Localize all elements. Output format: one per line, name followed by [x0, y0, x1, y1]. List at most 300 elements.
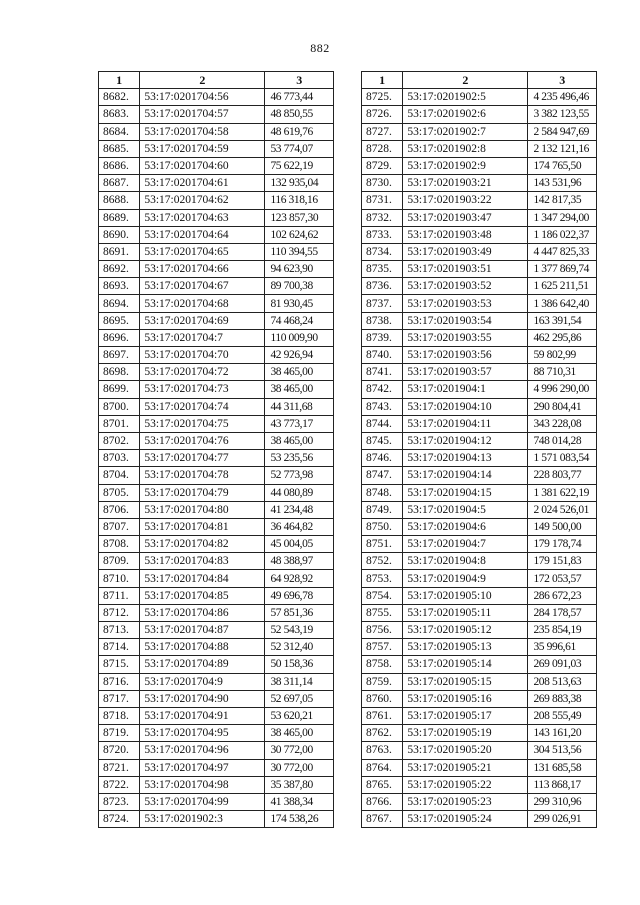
table-row	[362, 278, 597, 295]
cadastral-value: 44 080,89	[265, 484, 334, 501]
table-row	[362, 707, 597, 724]
row-number: 8712.	[99, 604, 140, 621]
table-row	[99, 518, 334, 535]
table-row	[362, 295, 597, 312]
table-row	[362, 570, 597, 587]
row-number: 8738.	[362, 312, 403, 329]
table-row	[99, 484, 334, 501]
cadastral-number: 53:17:0201902:9	[403, 157, 528, 174]
cadastral-value: 143 531,96	[528, 175, 597, 192]
cadastral-value: 74 468,24	[265, 312, 334, 329]
row-number: 8729.	[362, 157, 403, 174]
cadastral-number: 53:17:0201903:56	[403, 347, 528, 364]
row-number: 8752.	[362, 553, 403, 570]
row-number: 8745.	[362, 432, 403, 449]
row-number: 8716.	[99, 673, 140, 690]
cadastral-value: 143 161,20	[528, 725, 597, 742]
column-header-value: 3	[528, 72, 597, 89]
row-number: 8747.	[362, 467, 403, 484]
cadastral-number: 53:17:0201902:3	[140, 811, 265, 828]
row-number: 8750.	[362, 518, 403, 535]
cadastral-number: 53:17:0201904:12	[403, 432, 528, 449]
cadastral-value: 94 623,90	[265, 261, 334, 278]
table-row	[99, 415, 334, 432]
row-number: 8721.	[99, 759, 140, 776]
row-number: 8742.	[362, 381, 403, 398]
cadastral-value: 1 381 622,19	[528, 484, 597, 501]
cadastral-value: 35 387,80	[265, 776, 334, 793]
row-number: 8723.	[99, 793, 140, 810]
row-number: 8755.	[362, 604, 403, 621]
cadastral-number: 53:17:0201704:87	[140, 622, 265, 639]
cadastral-number: 53:17:0201903:52	[403, 278, 528, 295]
cadastral-value: 75 622,19	[265, 157, 334, 174]
cadastral-value: 174 765,50	[528, 157, 597, 174]
cadastral-value: 52 543,19	[265, 622, 334, 639]
row-number: 8710.	[99, 570, 140, 587]
cadastral-number: 53:17:0201704:95	[140, 725, 265, 742]
cadastral-value: 149 500,00	[528, 518, 597, 535]
row-number: 8689.	[99, 209, 140, 226]
cadastral-number: 53:17:0201903:49	[403, 243, 528, 260]
cadastral-value: 290 804,41	[528, 398, 597, 415]
table-row	[362, 312, 597, 329]
row-number: 8699.	[99, 381, 140, 398]
row-number: 8698.	[99, 364, 140, 381]
table-row	[362, 776, 597, 793]
cadastral-number: 53:17:0201704:63	[140, 209, 265, 226]
row-number: 8685.	[99, 140, 140, 157]
table-row	[99, 811, 334, 828]
row-number: 8736.	[362, 278, 403, 295]
cadastral-number: 53:17:0201704:96	[140, 742, 265, 759]
cadastral-value: 179 178,74	[528, 536, 597, 553]
row-number: 8727.	[362, 123, 403, 140]
cadastral-value: 1 625 211,51	[528, 278, 597, 295]
cadastral-number: 53:17:0201704:81	[140, 518, 265, 535]
cadastral-number: 53:17:0201904:6	[403, 518, 528, 535]
cadastral-value: 43 773,17	[265, 415, 334, 432]
row-number: 8733.	[362, 226, 403, 243]
row-number: 8757.	[362, 639, 403, 656]
row-number: 8726.	[362, 106, 403, 123]
row-number: 8756.	[362, 622, 403, 639]
cadastral-number: 53:17:0201905:15	[403, 673, 528, 690]
cadastral-table-right	[361, 71, 597, 828]
row-number: 8686.	[99, 157, 140, 174]
cadastral-number: 53:17:0201902:6	[403, 106, 528, 123]
cadastral-number: 53:17:0201704:76	[140, 432, 265, 449]
table-row	[99, 295, 334, 312]
row-number: 8728.	[362, 140, 403, 157]
row-number: 8744.	[362, 415, 403, 432]
table-row	[362, 209, 597, 226]
cadastral-number: 53:17:0201902:8	[403, 140, 528, 157]
cadastral-value: 2 132 121,16	[528, 140, 597, 157]
cadastral-value: 304 513,56	[528, 742, 597, 759]
cadastral-value: 52 697,05	[265, 690, 334, 707]
table-row	[99, 364, 334, 381]
table-row	[99, 226, 334, 243]
row-number: 8725.	[362, 89, 403, 106]
row-number: 8704.	[99, 467, 140, 484]
cadastral-number: 53:17:0201704:69	[140, 312, 265, 329]
cadastral-number: 53:17:0201704:56	[140, 89, 265, 106]
row-number: 8702.	[99, 432, 140, 449]
cadastral-value: 123 857,30	[265, 209, 334, 226]
row-number: 8691.	[99, 243, 140, 260]
row-number: 8754.	[362, 587, 403, 604]
row-number: 8682.	[99, 89, 140, 106]
cadastral-number: 53:17:0201704:77	[140, 450, 265, 467]
cadastral-number: 53:17:0201704:82	[140, 536, 265, 553]
cadastral-number: 53:17:0201704:57	[140, 106, 265, 123]
cadastral-value: 179 151,83	[528, 553, 597, 570]
table-row	[362, 450, 597, 467]
row-number: 8696.	[99, 329, 140, 346]
cadastral-number: 53:17:0201905:17	[403, 707, 528, 724]
cadastral-value: 462 295,86	[528, 329, 597, 346]
cadastral-value: 41 234,48	[265, 501, 334, 518]
table-row	[99, 157, 334, 174]
cadastral-value: 1 386 642,40	[528, 295, 597, 312]
cadastral-value: 42 926,94	[265, 347, 334, 364]
row-number: 8743.	[362, 398, 403, 415]
table-row	[362, 347, 597, 364]
table-row	[99, 450, 334, 467]
cadastral-value: 48 850,55	[265, 106, 334, 123]
cadastral-number: 53:17:0201704:97	[140, 759, 265, 776]
column-header-value: 3	[265, 72, 334, 89]
table-row	[362, 518, 597, 535]
cadastral-number: 53:17:0201704:64	[140, 226, 265, 243]
cadastral-value: 269 091,03	[528, 656, 597, 673]
cadastral-value: 36 464,82	[265, 518, 334, 535]
table-row	[99, 536, 334, 553]
table-row	[362, 381, 597, 398]
cadastral-number: 53:17:0201704:58	[140, 123, 265, 140]
cadastral-number: 53:17:0201903:48	[403, 226, 528, 243]
table-row	[99, 690, 334, 707]
cadastral-number: 53:17:0201903:53	[403, 295, 528, 312]
column-header-number: 1	[362, 72, 403, 89]
cadastral-value: 53 620,21	[265, 707, 334, 724]
row-number: 8767.	[362, 811, 403, 828]
cadastral-number: 53:17:0201704:80	[140, 501, 265, 518]
table-row	[99, 707, 334, 724]
row-number: 8751.	[362, 536, 403, 553]
cadastral-number: 53:17:0201704:67	[140, 278, 265, 295]
cadastral-value: 208 555,49	[528, 707, 597, 724]
cadastral-number: 53:17:0201903:51	[403, 261, 528, 278]
table-row	[99, 192, 334, 209]
cadastral-number: 53:17:0201704:68	[140, 295, 265, 312]
cadastral-number: 53:17:0201704:61	[140, 175, 265, 192]
table-row	[99, 759, 334, 776]
table-row	[99, 175, 334, 192]
cadastral-value: 45 004,05	[265, 536, 334, 553]
cadastral-value: 2 584 947,69	[528, 123, 597, 140]
cadastral-number: 53:17:0201905:22	[403, 776, 528, 793]
cadastral-number: 53:17:0201905:24	[403, 811, 528, 828]
row-number: 8735.	[362, 261, 403, 278]
table-row	[99, 725, 334, 742]
table-row	[99, 776, 334, 793]
table-row	[99, 673, 334, 690]
row-number: 8740.	[362, 347, 403, 364]
cadastral-number: 53:17:0201903:57	[403, 364, 528, 381]
table-row	[99, 347, 334, 364]
row-number: 8683.	[99, 106, 140, 123]
row-number: 8717.	[99, 690, 140, 707]
table-row	[362, 604, 597, 621]
row-number: 8766.	[362, 793, 403, 810]
table-row	[99, 312, 334, 329]
table-row	[362, 89, 597, 106]
table-row	[362, 690, 597, 707]
row-number: 8719.	[99, 725, 140, 742]
cadastral-value: 748 014,28	[528, 432, 597, 449]
cadastral-number: 53:17:0201704:85	[140, 587, 265, 604]
cadastral-value: 131 685,58	[528, 759, 597, 776]
cadastral-value: 81 930,45	[265, 295, 334, 312]
row-number: 8714.	[99, 639, 140, 656]
cadastral-value: 102 624,62	[265, 226, 334, 243]
cadastral-value: 110 009,90	[265, 329, 334, 346]
cadastral-number: 53:17:0201903:55	[403, 329, 528, 346]
cadastral-number: 53:17:0201704:75	[140, 415, 265, 432]
cadastral-number: 53:17:0201904:14	[403, 467, 528, 484]
cadastral-value: 30 772,00	[265, 759, 334, 776]
cadastral-number: 53:17:0201904:15	[403, 484, 528, 501]
table-row	[99, 501, 334, 518]
table-row	[99, 398, 334, 415]
cadastral-number: 53:17:0201704:74	[140, 398, 265, 415]
cadastral-value: 38 465,00	[265, 381, 334, 398]
cadastral-value: 53 235,56	[265, 450, 334, 467]
table-row	[362, 467, 597, 484]
row-number: 8713.	[99, 622, 140, 639]
cadastral-value: 57 851,36	[265, 604, 334, 621]
row-number: 8764.	[362, 759, 403, 776]
row-number: 8715.	[99, 656, 140, 673]
row-number: 8690.	[99, 226, 140, 243]
row-number: 8695.	[99, 312, 140, 329]
cadastral-value: 269 883,38	[528, 690, 597, 707]
cadastral-number: 53:17:0201905:12	[403, 622, 528, 639]
table-header-row	[99, 72, 334, 89]
cadastral-number: 53:17:0201704:99	[140, 793, 265, 810]
row-number: 8753.	[362, 570, 403, 587]
cadastral-value: 172 053,57	[528, 570, 597, 587]
cadastral-number: 53:17:0201903:47	[403, 209, 528, 226]
cadastral-number: 53:17:0201903:54	[403, 312, 528, 329]
cadastral-number: 53:17:0201704:66	[140, 261, 265, 278]
row-number: 8707.	[99, 518, 140, 535]
row-number: 8709.	[99, 553, 140, 570]
row-number: 8732.	[362, 209, 403, 226]
cadastral-number: 53:17:0201905:20	[403, 742, 528, 759]
table-row	[99, 243, 334, 260]
table-row	[99, 381, 334, 398]
cadastral-value: 38 311,14	[265, 673, 334, 690]
row-number: 8705.	[99, 484, 140, 501]
cadastral-number: 53:17:0201905:14	[403, 656, 528, 673]
row-number: 8765.	[362, 776, 403, 793]
cadastral-number: 53:17:0201704:70	[140, 347, 265, 364]
table-row	[362, 157, 597, 174]
cadastral-value: 48 388,97	[265, 553, 334, 570]
cadastral-value: 110 394,55	[265, 243, 334, 260]
cadastral-number: 53:17:0201704:78	[140, 467, 265, 484]
table-row	[362, 175, 597, 192]
row-number: 8694.	[99, 295, 140, 312]
cadastral-value: 41 388,34	[265, 793, 334, 810]
cadastral-number: 53:17:0201704:91	[140, 707, 265, 724]
cadastral-number: 53:17:0201704:7	[140, 329, 265, 346]
cadastral-value: 299 026,91	[528, 811, 597, 828]
cadastral-value: 132 935,04	[265, 175, 334, 192]
cadastral-value: 174 538,26	[265, 811, 334, 828]
table-row	[362, 725, 597, 742]
table-row	[362, 398, 597, 415]
cadastral-value: 64 928,92	[265, 570, 334, 587]
row-number: 8703.	[99, 450, 140, 467]
cadastral-number: 53:17:0201905:21	[403, 759, 528, 776]
cadastral-value: 163 391,54	[528, 312, 597, 329]
cadastral-value: 50 158,36	[265, 656, 334, 673]
row-number: 8687.	[99, 175, 140, 192]
row-number: 8749.	[362, 501, 403, 518]
table-row	[99, 587, 334, 604]
page-number: 882	[310, 41, 330, 55]
cadastral-number: 53:17:0201905:16	[403, 690, 528, 707]
table-row	[362, 123, 597, 140]
table-row	[362, 656, 597, 673]
table-header-row	[362, 72, 597, 89]
table-row	[99, 432, 334, 449]
row-number: 8700.	[99, 398, 140, 415]
table-row	[99, 793, 334, 810]
cadastral-value: 2 024 526,01	[528, 501, 597, 518]
cadastral-number: 53:17:0201904:1	[403, 381, 528, 398]
cadastral-value: 1 377 869,74	[528, 261, 597, 278]
cadastral-value: 59 802,99	[528, 347, 597, 364]
table-row	[362, 501, 597, 518]
cadastral-number: 53:17:0201704:65	[140, 243, 265, 260]
row-number: 8758.	[362, 656, 403, 673]
cadastral-value: 53 774,07	[265, 140, 334, 157]
cadastral-value: 343 228,08	[528, 415, 597, 432]
cadastral-value: 286 672,23	[528, 587, 597, 604]
cadastral-number: 53:17:0201905:11	[403, 604, 528, 621]
row-number: 8737.	[362, 295, 403, 312]
cadastral-number: 53:17:0201905:10	[403, 587, 528, 604]
table-row	[362, 811, 597, 828]
cadastral-number: 53:17:0201704:72	[140, 364, 265, 381]
row-number: 8759.	[362, 673, 403, 690]
cadastral-number: 53:17:0201704:9	[140, 673, 265, 690]
row-number: 8701.	[99, 415, 140, 432]
cadastral-value: 30 772,00	[265, 742, 334, 759]
cadastral-number: 53:17:0201905:23	[403, 793, 528, 810]
row-number: 8739.	[362, 329, 403, 346]
table-row	[99, 604, 334, 621]
row-number: 8697.	[99, 347, 140, 364]
cadastral-value: 89 700,38	[265, 278, 334, 295]
cadastral-value: 52 773,98	[265, 467, 334, 484]
cadastral-number: 53:17:0201704:90	[140, 690, 265, 707]
cadastral-value: 46 773,44	[265, 89, 334, 106]
table-row	[362, 140, 597, 157]
cadastral-number: 53:17:0201903:21	[403, 175, 528, 192]
cadastral-value: 235 854,19	[528, 622, 597, 639]
table-row	[362, 536, 597, 553]
table-row	[99, 329, 334, 346]
table-row	[362, 793, 597, 810]
row-number: 8761.	[362, 707, 403, 724]
cadastral-number: 53:17:0201904:11	[403, 415, 528, 432]
cadastral-value: 38 465,00	[265, 364, 334, 381]
row-number: 8708.	[99, 536, 140, 553]
column-header-cadastral: 2	[140, 72, 265, 89]
cadastral-value: 142 817,35	[528, 192, 597, 209]
table-row	[99, 570, 334, 587]
table-row	[362, 759, 597, 776]
cadastral-value: 208 513,63	[528, 673, 597, 690]
cadastral-value: 1 347 294,00	[528, 209, 597, 226]
row-number: 8731.	[362, 192, 403, 209]
row-number: 8706.	[99, 501, 140, 518]
table-row	[362, 243, 597, 260]
row-number: 8730.	[362, 175, 403, 192]
table-row	[99, 467, 334, 484]
cadastral-number: 53:17:0201704:88	[140, 639, 265, 656]
column-header-number: 1	[99, 72, 140, 89]
cadastral-number: 53:17:0201905:19	[403, 725, 528, 742]
cadastral-value: 3 382 123,55	[528, 106, 597, 123]
table-row	[362, 622, 597, 639]
cadastral-value: 38 465,00	[265, 432, 334, 449]
table-row	[362, 484, 597, 501]
cadastral-number: 53:17:0201904:13	[403, 450, 528, 467]
row-number: 8746.	[362, 450, 403, 467]
cadastral-value: 4 447 825,33	[528, 243, 597, 260]
table-row	[99, 622, 334, 639]
cadastral-number: 53:17:0201704:60	[140, 157, 265, 174]
cadastral-value: 1 571 083,54	[528, 450, 597, 467]
cadastral-value: 4 996 290,00	[528, 381, 597, 398]
cadastral-number: 53:17:0201704:86	[140, 604, 265, 621]
table-row	[362, 106, 597, 123]
table-row	[362, 329, 597, 346]
table-row	[362, 742, 597, 759]
row-number: 8718.	[99, 707, 140, 724]
table-row	[99, 106, 334, 123]
cadastral-value: 35 996,61	[528, 639, 597, 656]
row-number: 8741.	[362, 364, 403, 381]
table-row	[362, 226, 597, 243]
row-number: 8692.	[99, 261, 140, 278]
row-number: 8763.	[362, 742, 403, 759]
column-header-cadastral: 2	[403, 72, 528, 89]
row-number: 8748.	[362, 484, 403, 501]
cadastral-number: 53:17:0201704:62	[140, 192, 265, 209]
cadastral-value: 38 465,00	[265, 725, 334, 742]
row-number: 8688.	[99, 192, 140, 209]
table-row	[99, 639, 334, 656]
row-number: 8762.	[362, 725, 403, 742]
